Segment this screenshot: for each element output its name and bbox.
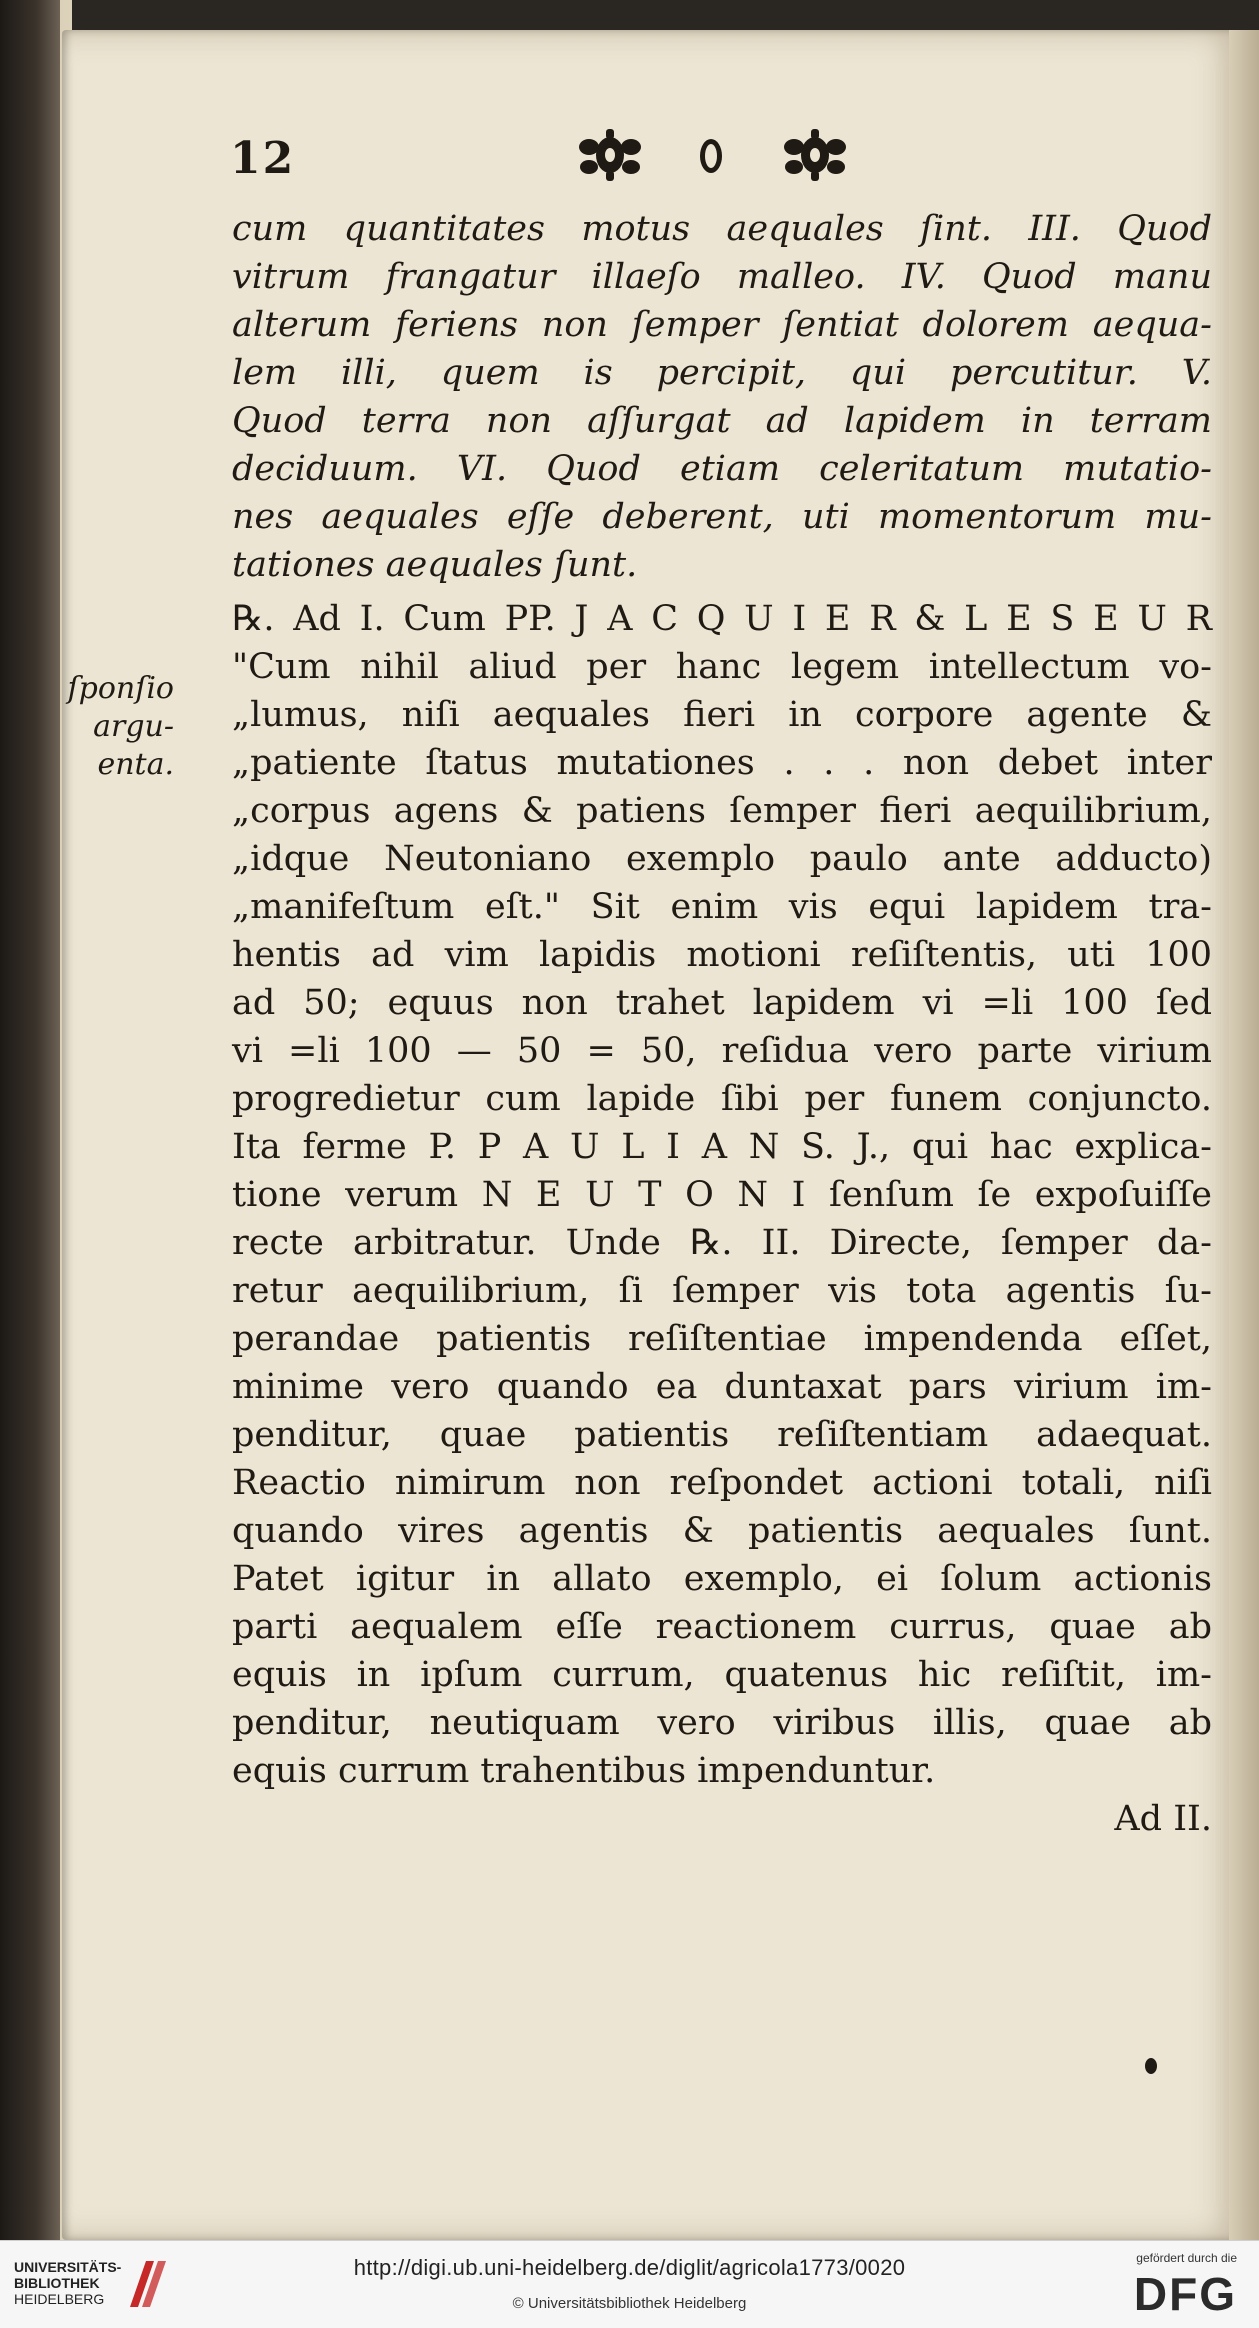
text-line: tione verum N E U T O N I ſenſum ſe expoſuiſſe bbox=[232, 1175, 1212, 1215]
text-line: Reactio nimirum non reſpondet actioni totali, niſi bbox=[232, 1463, 1212, 1503]
fleuron-right-icon bbox=[780, 125, 850, 185]
copyright-notice: © Universitätsbibliothek Heidelberg bbox=[512, 2295, 747, 2312]
library-name-line: UNIVERSITÄTS- bbox=[14, 2259, 122, 2275]
library-name-line: HEIDELBERG bbox=[14, 2291, 105, 2307]
page-number: 12 bbox=[230, 133, 296, 184]
book-spine-shadow bbox=[0, 0, 60, 2240]
marginal-note-line: ſponſio bbox=[67, 671, 174, 706]
catchword: Ad II. bbox=[1114, 1799, 1212, 1839]
text-line: cum quantitates motus aequales ſint. III. Quod bbox=[232, 209, 1212, 249]
main-text-block bbox=[232, 205, 1212, 1843]
text-line: minime vero quando ea duntaxat pars virium im- bbox=[232, 1367, 1212, 1407]
ink-spot bbox=[1145, 2058, 1157, 2074]
marginal-note-line: enta. bbox=[97, 747, 174, 782]
text-line: equis currum trahentibus impenduntur. bbox=[232, 1751, 936, 1791]
page-header bbox=[230, 125, 1210, 195]
italic-paragraph bbox=[232, 205, 1212, 589]
fleuron-left-icon bbox=[575, 125, 645, 185]
text-line: ℞. Ad I. Cum PP. J A C Q U I E R & L E S E U R bbox=[232, 599, 1212, 639]
text-line: „manifeſtum eſt." Sit enim vis equi lapidem tra- bbox=[232, 887, 1212, 927]
text-line: „idque Neutoniano exemplo paulo ante adducto) bbox=[232, 839, 1212, 879]
text-line: hentis ad vim lapidis motioni reſiſtentis, uti 100 bbox=[232, 935, 1212, 975]
text-line: deciduum. VI. Quod etiam celeritatum mutatio- bbox=[232, 449, 1212, 489]
funding-label: gefördert durch die bbox=[1136, 2251, 1237, 2265]
roman-paragraph bbox=[232, 595, 1212, 1843]
text-line: retur aequilibrium, ſi ſemper vis tota agentis ſu- bbox=[232, 1271, 1212, 1311]
text-line: recte arbitratur. Unde ℞. II. Directe, ſemper da- bbox=[232, 1223, 1212, 1263]
text-line: nes aequales eſſe deberent, uti momentorum mu- bbox=[232, 497, 1212, 537]
marginal-note bbox=[64, 670, 174, 784]
text-line: „patiente ſtatus mutationes . . . non debet inter bbox=[232, 743, 1212, 783]
text-line: vi =li 100 — 50 = 50, reſidua vero parte virium bbox=[232, 1031, 1212, 1071]
text-line: alterum feriens non ſemper ſentiat dolorem aequa- bbox=[232, 305, 1212, 345]
text-line: penditur, neutiquam vero viribus illis, quae ab bbox=[232, 1703, 1212, 1743]
text-line: progredietur cum lapide ſibi per funem conjuncto. bbox=[232, 1079, 1212, 1119]
text-line: perandae patientis reſiſtentiae impendenda eſſet, bbox=[232, 1319, 1212, 1359]
viewer-footer bbox=[0, 2240, 1259, 2328]
text-line: Quod terra non aſſurgat ad lapidem in terram bbox=[232, 401, 1212, 441]
text-line: Ita ferme P. P A U L I A N S. J., qui hac explica- bbox=[232, 1127, 1212, 1167]
marginal-note-line: argu- bbox=[93, 709, 174, 744]
library-name-line: BIBLIOTHEK bbox=[14, 2275, 100, 2291]
text-line: tationes aequales ſunt. bbox=[232, 545, 638, 585]
text-line: „corpus agens & patiens ſemper fieri aequilibrium, bbox=[232, 791, 1212, 831]
text-line: penditur, quae patientis reſiſtentiam adaequat. bbox=[232, 1415, 1212, 1455]
ornament-ring-icon bbox=[700, 139, 722, 173]
permalink-url[interactable]: http://digi.ub.uni-heidelberg.de/diglit/agricola1773/0020 bbox=[353, 2255, 906, 2280]
page-fore-edge bbox=[1229, 30, 1259, 2240]
dfg-logo: DFG bbox=[1133, 2268, 1237, 2320]
text-line: quando vires agentis & patientis aequales ſunt. bbox=[232, 1511, 1212, 1551]
text-line: vitrum frangatur illaeſo malleo. IV. Quod manu bbox=[232, 257, 1212, 297]
text-line: parti aequalem eſſe reactionem currus, quae ab bbox=[232, 1607, 1212, 1647]
text-line: lem illi, quem is percipit, qui percutitur. V. bbox=[232, 353, 1212, 393]
text-line: Patet igitur in allato exemplo, ei ſolum actionis bbox=[232, 1559, 1212, 1599]
text-line: "Cum nihil aliud per hanc legem intellectum vo- bbox=[232, 647, 1212, 687]
text-line: equis in ipſum currum, quatenus hic reſiſtit, im- bbox=[232, 1655, 1212, 1695]
text-line: „lumus, niſi aequales fieri in corpore agente & bbox=[232, 695, 1212, 735]
text-line: ad 50; equus non trahet lapidem vi =li 100 ſed bbox=[232, 983, 1212, 1023]
